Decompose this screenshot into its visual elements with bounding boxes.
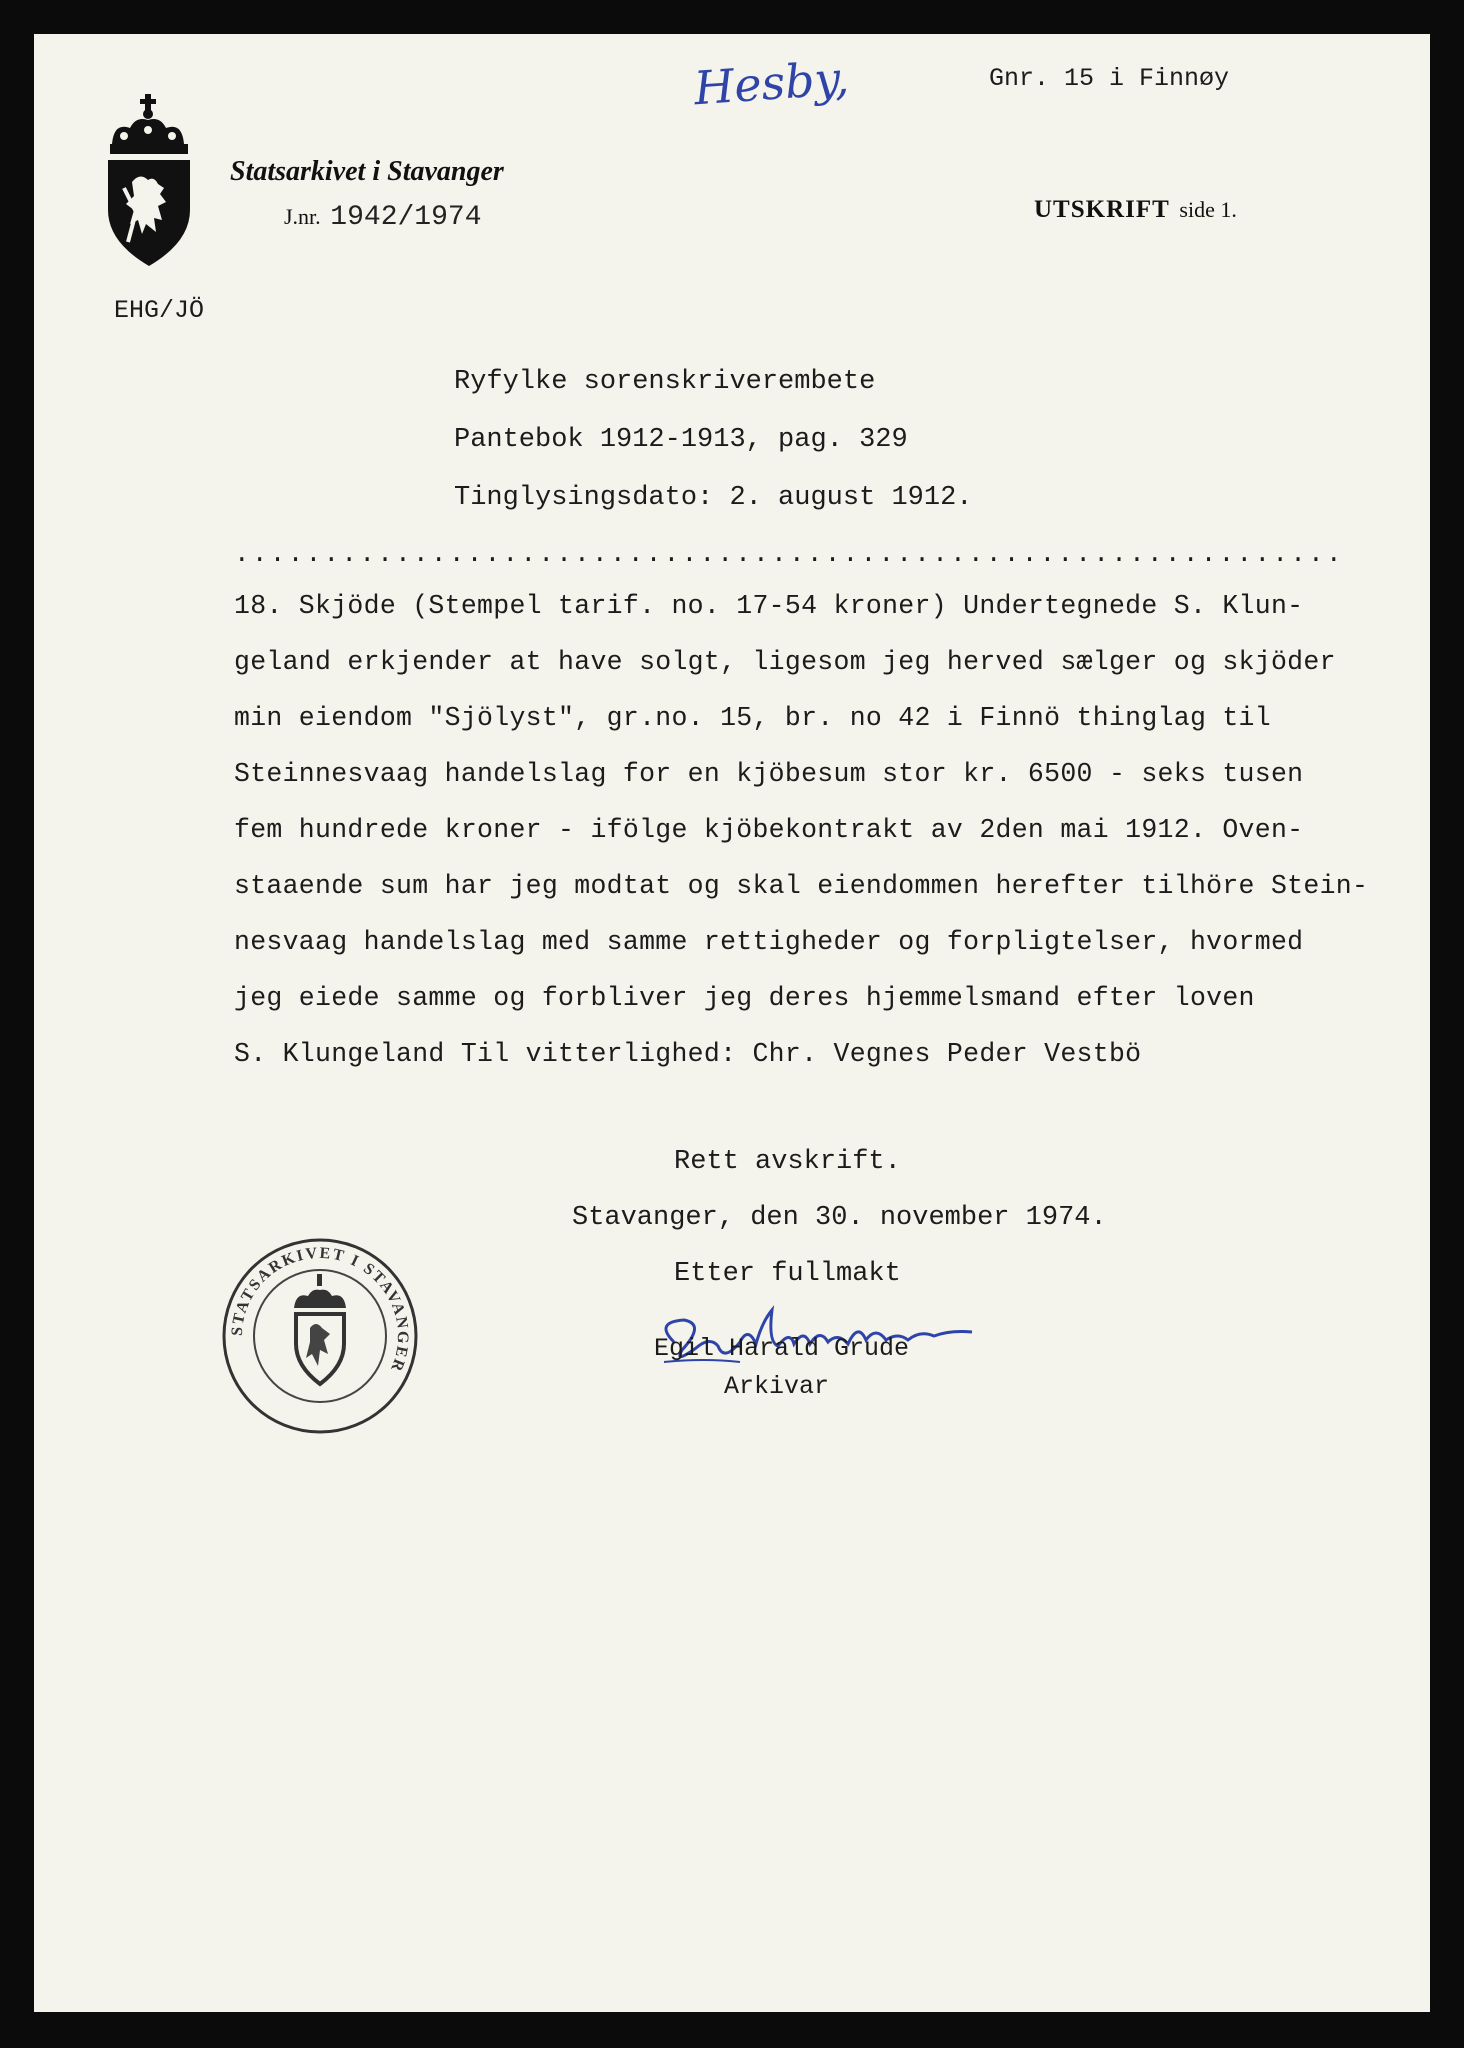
gnr-reference: Gnr. 15 i Finnøy [989, 64, 1230, 93]
utskrift-side: side 1. [1179, 197, 1237, 222]
body-line: nesvaag handelslag med samme rettigheder og forpligtelser, hvormed [234, 927, 1304, 957]
handwritten-note: Hesby, [692, 50, 851, 116]
signer-name: Egil Harald Grude [654, 1334, 910, 1363]
coat-of-arms-icon [84, 92, 214, 272]
place-date: Stavanger, den 30. november 1974. [572, 1203, 1107, 1233]
body-line: staaende sum har jeg modtat og skal eiendommen herefter tilhöre Stein- [234, 871, 1369, 901]
source-date: Tinglysingsdato: 2. august 1912. [454, 483, 973, 513]
dotted-separator: .............................................................. [234, 539, 1344, 569]
body-line: jeg eiede samme og forbliver jeg deres hjemmelsmand efter loven [234, 983, 1255, 1013]
certified-copy: Rett avskrift. [674, 1147, 901, 1177]
institution-name: Statsarkivet i Stavanger [230, 156, 504, 187]
document-page [34, 34, 1430, 2012]
body-line: Steinnesvaag handelslag for en kjöbesum stor kr. 6500 - seks tusen [234, 759, 1304, 789]
initials: EHG/JÖ [114, 296, 205, 325]
journal-number-value: 1942/1974 [330, 202, 482, 233]
authority: Etter fullmakt [674, 1259, 901, 1289]
body-line: min eiendom "Sjölyst", gr.no. 15, br. no 42 i Finnö thinglag til [234, 703, 1271, 733]
utskrift-label: UTSKRIFT [1034, 196, 1170, 223]
body-line: geland erkjender at have solgt, ligesom jeg herved sælger og skjöder [234, 647, 1336, 677]
source-book: Pantebok 1912-1913, pag. 329 [454, 425, 908, 455]
body-line: 18. Skjöde (Stempel tarif. no. 17-54 kroner) Undertegnede S. Klun- [234, 591, 1304, 621]
body-line: fem hundrede kroner - ifölge kjöbekontrakt av 2den mai 1912. Oven- [234, 815, 1304, 845]
journal-number [284, 202, 482, 233]
journal-number-label: J.nr. [284, 204, 321, 229]
source-office: Ryfylke sorenskriverembete [454, 367, 876, 397]
seal-text: STATSARKIVET I STAVANGER [228, 1244, 412, 1376]
signer-title: Arkivar [724, 1372, 830, 1401]
body-line: S. Klungeland Til vitterlighed: Chr. Vegnes Peder Vestbö [234, 1039, 1142, 1069]
archive-seal-icon [220, 1236, 420, 1436]
page-indicator [1034, 196, 1237, 224]
